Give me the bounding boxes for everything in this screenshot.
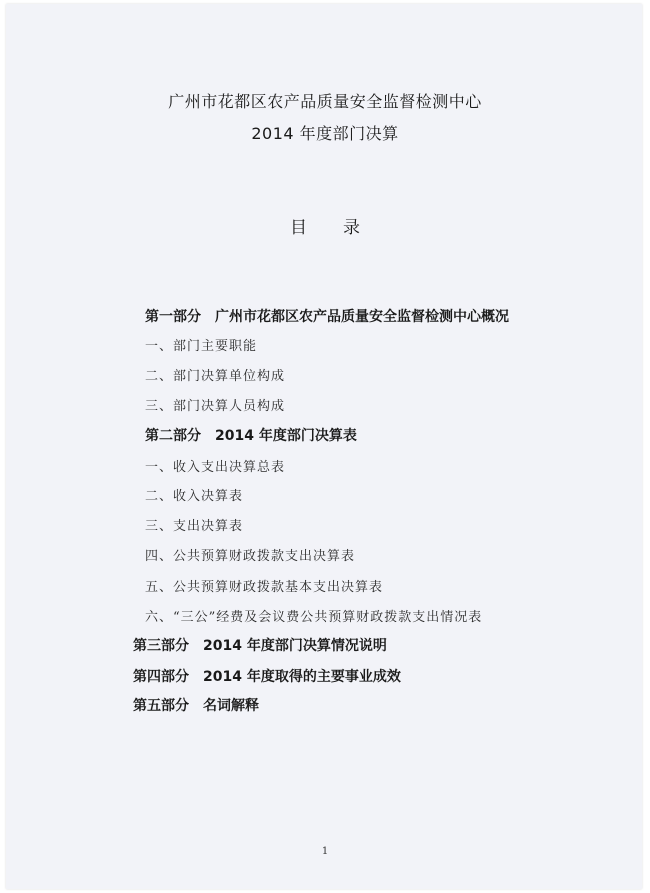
toc-part-label: 第一部分 [145, 309, 201, 325]
toc-item: 六、“三公”经费及会议费公共预算财政拨款支出情况表 [145, 610, 483, 625]
toc-part-2 [145, 425, 357, 445]
toc-part-title: 2014 年度部门决算情况说明 [203, 638, 387, 654]
toc-part-5 [133, 695, 259, 715]
toc-item: 三、支出决算表 [145, 519, 244, 534]
toc-heading [290, 213, 360, 238]
toc-item: 五、公共预算财政拨款基本支出决算表 [145, 580, 384, 595]
toc-part-label: 第三部分 [133, 638, 189, 654]
toc-part-label: 第四部分 [133, 669, 189, 685]
toc-part-title: 名词解释 [203, 698, 259, 714]
toc-heading-char: 录 [343, 218, 360, 238]
toc-part-title: 2014 年度部门决算表 [215, 428, 357, 444]
toc-item: 四、公共预算财政拨款支出决算表 [145, 549, 356, 564]
toc-part-label: 第五部分 [133, 698, 189, 714]
toc-part-title: 广州市花都区农产品质量安全监督检测中心概况 [215, 309, 509, 325]
toc-item: 二、部门决算单位构成 [145, 369, 286, 384]
document-title-organization: 广州市花都区农产品质量安全监督检测中心 [168, 92, 482, 111]
toc-part-4 [133, 666, 401, 686]
document-title-year: 2014 年度部门决算 [251, 124, 399, 143]
toc-item: 二、收入决算表 [145, 489, 244, 504]
page-number: 1 [321, 846, 329, 857]
toc-part-1 [145, 306, 509, 326]
toc-item: 三、部门决算人员构成 [145, 399, 286, 414]
toc-heading-char: 目 [290, 218, 307, 238]
toc-part-title: 2014 年度取得的主要事业成效 [203, 669, 401, 685]
toc-item: 一、收入支出决算总表 [145, 460, 286, 475]
toc-part-3 [133, 635, 387, 655]
toc-part-label: 第二部分 [145, 428, 201, 444]
toc-item: 一、部门主要职能 [145, 339, 258, 354]
